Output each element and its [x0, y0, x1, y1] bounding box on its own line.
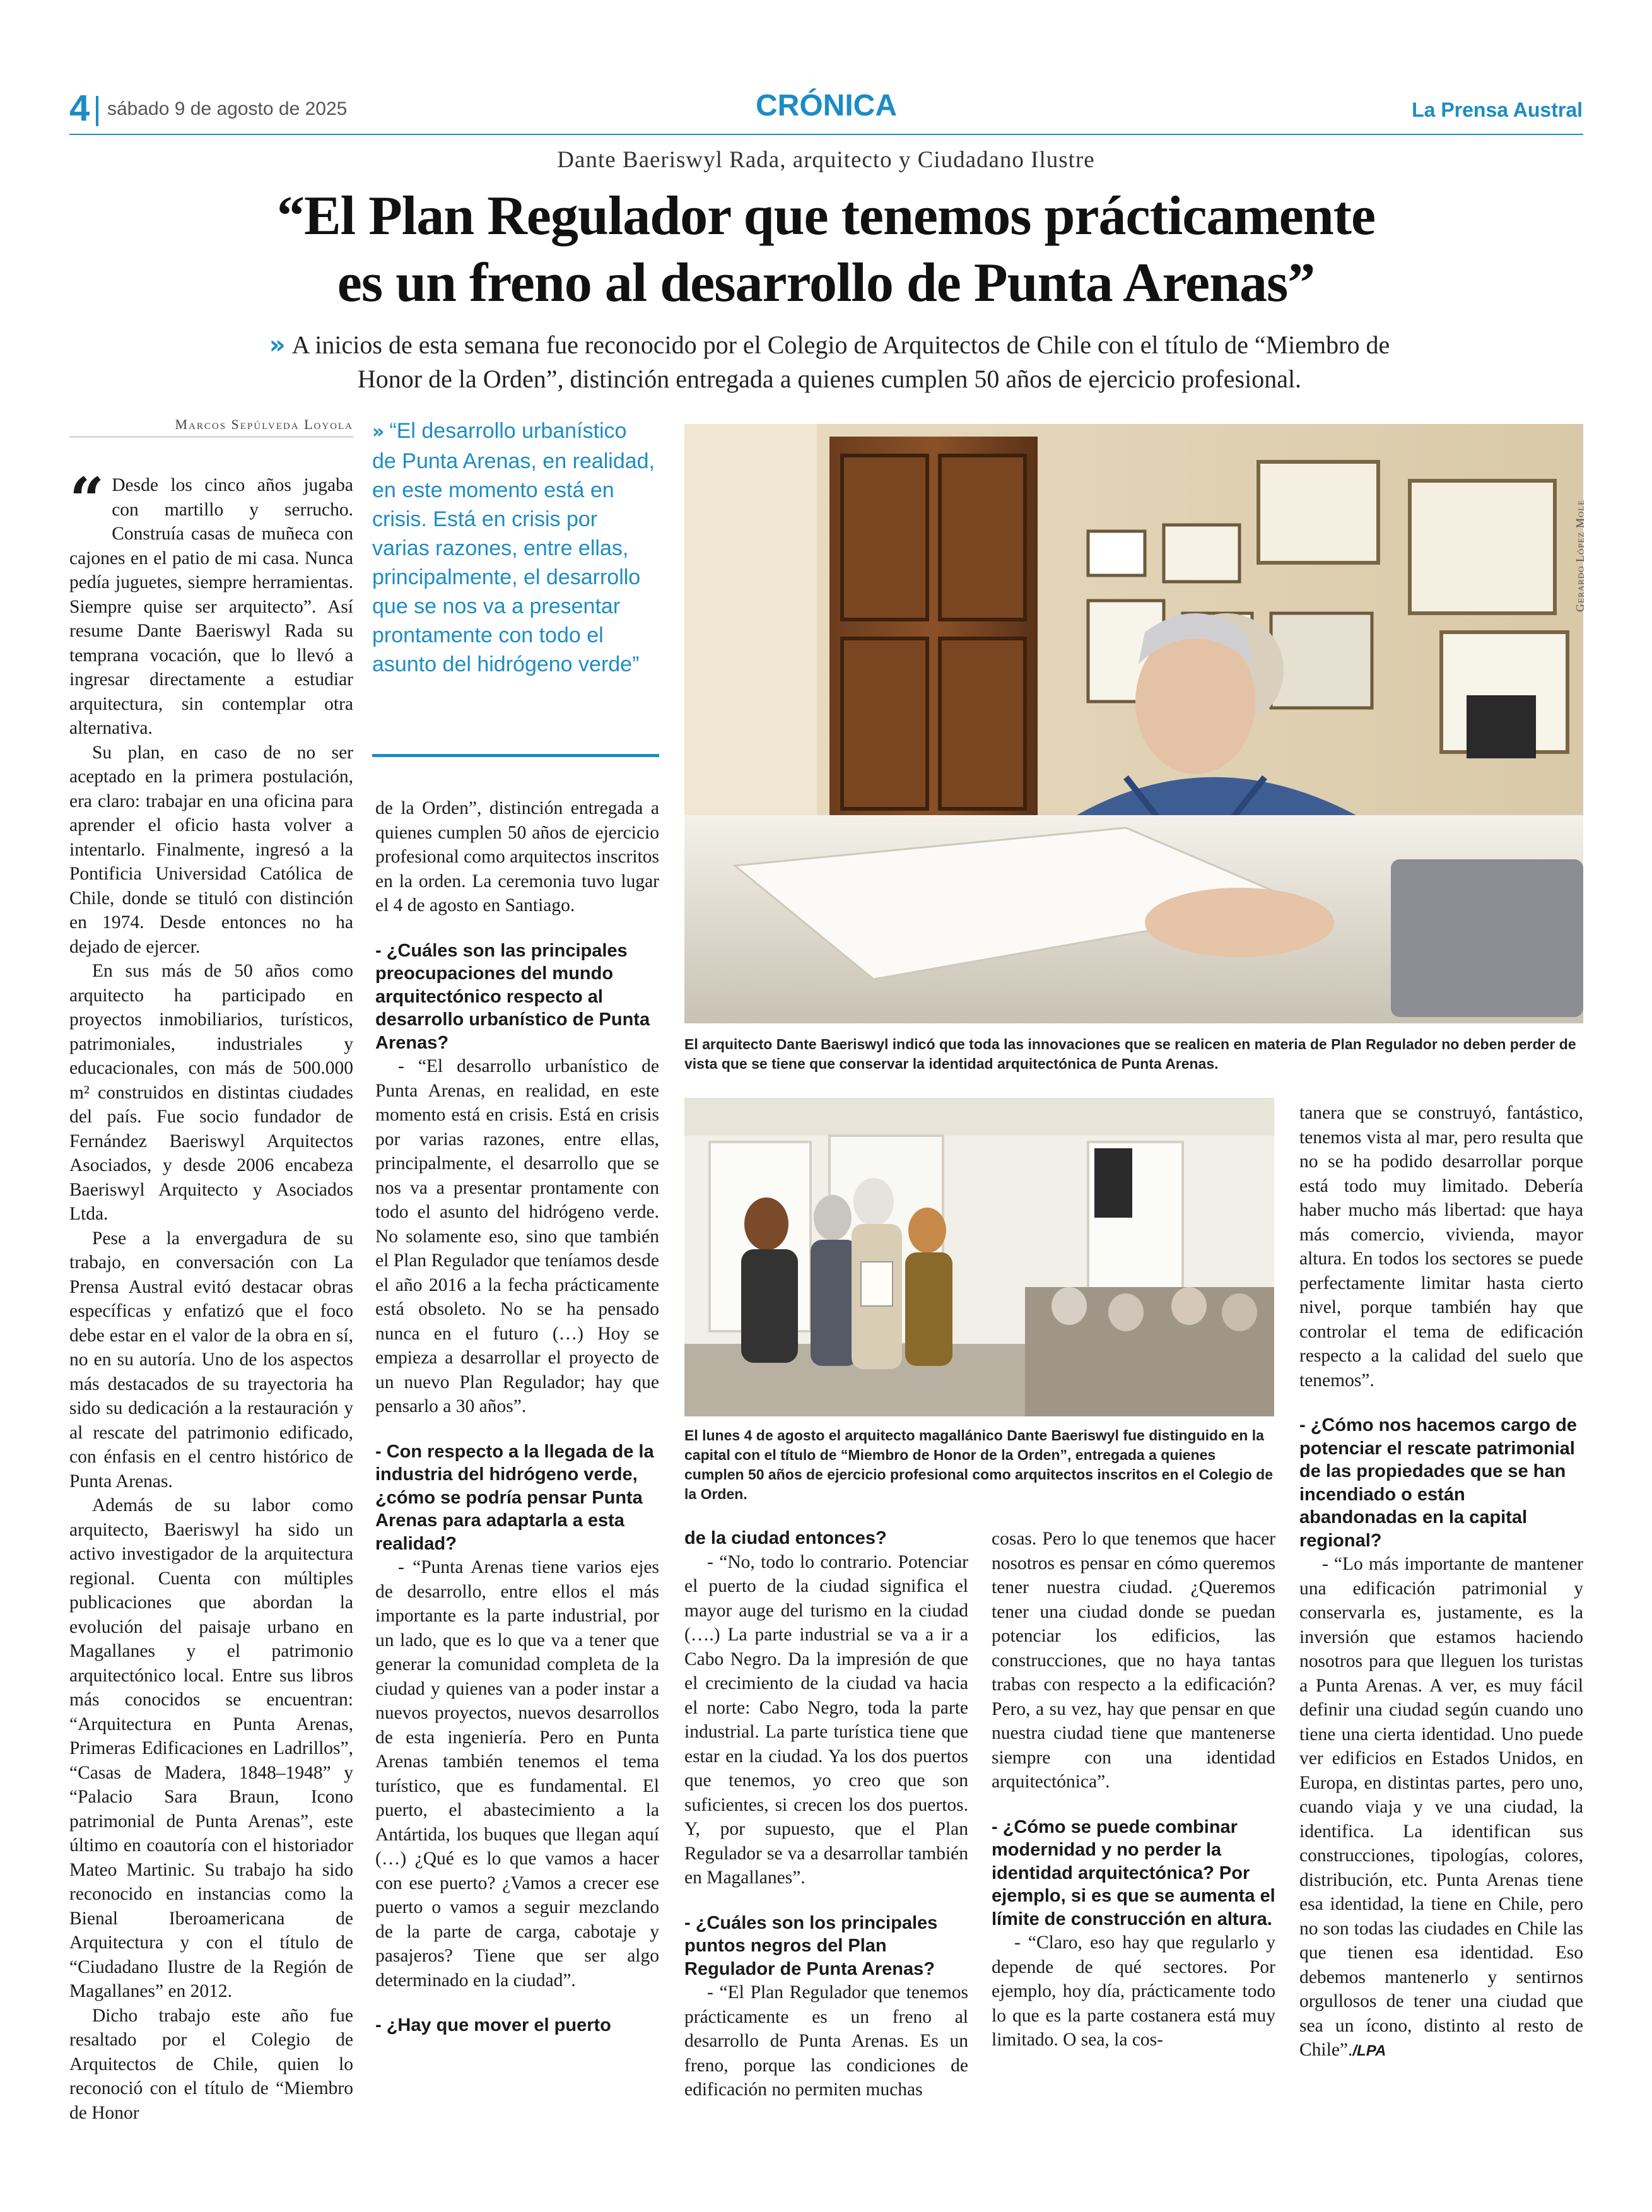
paragraph: Desde los cinco años jugaba con martillo y serrucho. Construía casas de muñeca con cajones en el patio de mi casa. Nunca pedía juguetes, siempre herramientas. Siempre quise ser arquitecto”. Así resume Dante Baeriswyl Rada su temprana vocación, que lo llevó a ingresar directamente a estudiar arquitectura, sin contemplar otra alternativa.	[69, 475, 353, 738]
interview-answer: tanera que se construyó, fantástico, tenemos vista al mar, pero resulta que no se ha podido desarrollar porque está todo muy limitado. Debería haber mucho más libertad: que haya más comercio, vivienda, mayor altura. En todos los sectores se puede perfectamente limitar hasta cierto nivel, porque también hay que controlar el tema de edificación respecto a la calidad del suelo que tenemos”.	[1299, 1103, 1583, 1391]
header-rule	[69, 134, 1583, 135]
article-column-1	[69, 464, 353, 2125]
signature: /LPA	[1352, 2042, 1386, 2059]
interview-question: - ¿Cómo se puede combinar modernidad y no perder la identidad arquitectónica? Por ejemplo, si es que se aumenta el límite de construcción en altura.	[992, 1816, 1275, 1929]
interview-question: - Con respecto a la llegada de la industria del hidrógeno verde, ¿cómo se podría pensar Punta Arenas para adaptarla a esta realidad?	[375, 1441, 654, 1554]
pull-quote-rule	[372, 754, 659, 757]
pull-quote	[372, 416, 656, 679]
paragraph: Pese a la envergadura de su trabajo, en conversación con La Prensa Austral evitó destacar obras específicas y enfatizó que el foco debe estar en el valor de la obra en sí, no en su autoría. Uno de los aspectos más destacados de su trayectoria ha sido su dedicación a la restauración y al rescate del patrimonio edificado, con énfasis en el centro histórico de Punta Arenas.	[69, 1228, 353, 1491]
headline-line-1: “El Plan Regulador que tenemos prácticamente	[276, 185, 1376, 247]
headline-line-2: es un freno al desarrollo de Punta Arenas”	[337, 252, 1315, 314]
interview-answer: - “El Plan Regulador que tenemos prácticamente es un freno al desarrollo de Punta Arenas. Es un freno, porque las condiciones de edificación no permiten muchas	[684, 1982, 968, 2100]
interview-answer: - “Lo más importante de mantener una edificación patrimonial y conservarla es, justamente, es la inversión que estamos haciendo nosotros para que lleguen los turistas a Punta Arenas. A ver, es muy fácil definir una ciudad según cuando uno tiene una cierta identidad. Uno puede ver edificios en Estados Unidos, en Europa, en distintas partes, pero uno, cuando viaja y ve una ciudad, la identifica. La identifican sus construcciones, tipologías, colores, distribución, etc. Punta Arenas tiene esa identidad, la tiene en Chile, pero no son todas las ciudades en Chile las que tienen esa identidad. Eso debemos mantenerlo y sentirnos orgullosos de tener una ciudad que sea un ícono, distinto al resto de Chile”.	[1299, 1554, 1583, 2060]
article-column-2	[375, 796, 659, 2037]
section-title: CRÓNICA	[756, 89, 897, 122]
paragraph: Además de su labor como arquitecto, Baeriswyl ha sido un activo investigador de la arquitectura regional. Cuenta con múltiples publicaciones que abordan la evolución del paisaje urbano en Magallanes y el patrimonio arquitectónico local. Entre sus libros más conocidos se encuentran: “Arquitectura en Punta Arenas, Primeras Edificaciones en Ladrillos”, “Casas de Madera, 1848–1948” y “Palacio Sara Braun, Icono patrimonial de Punta Arenas”, este último en coautoría con el historiador Mateo Martinic. Su trabajo ha sido reconocido en instancias como la Bienal Iberoamericana de Arquitectura y con el título de “Ciudadano Ilustre de la Región de Magallanes” en 2012.	[69, 1495, 353, 2001]
chevron-right-icon: »	[372, 421, 385, 443]
interview-question: - ¿Hay que mover el puerto	[375, 2015, 611, 2035]
deck	[240, 328, 1419, 396]
article-column-4	[992, 1527, 1275, 2052]
interview-question: - ¿Cuáles son las principales preocupaciones del mundo arquitectónico respecto al desarrollo urbanístico de Punta Arenas?	[375, 940, 650, 1053]
paragraph: Su plan, en caso de no ser aceptado en la primera postulación, era claro: trabajar en una oficina para aprender el oficio hasta volver a intentarlo. Finalmente, ingresó a la Pontificia Universidad Católica de Chile, donde se tituló con distinción en 1974. Desde entonces no ha dejado de ejercer.	[69, 742, 353, 957]
photo-architect-at-desk	[684, 424, 1583, 1023]
kicker: Dante Baeriswyl Rada, arquitecto y Ciudadano Ilustre	[557, 147, 1095, 173]
photo-illustration	[684, 424, 1583, 1023]
paragraph: En sus más de 50 años como arquitecto ha participado en proyectos inmobiliarios, turísticos, patrimoniales, industriales y educacionales, con más de 500.000 m² construidos en distintas ciudades del país. Fue socio fundador de Fernández Baeriswyl Arquitectos Asociados, y desde 2006 encabeza Baeriswyl Arquitecto y Asociados Ltda.	[69, 961, 353, 1224]
article-column-5	[1299, 1101, 1583, 2064]
interview-question: de la ciudad entonces?	[684, 1528, 887, 1548]
interview-answer: - “Claro, eso hay que regularlo y depende de qué sectores. Por ejemplo, hoy día, prácticamente todo lo que es la parte costanera está muy limitado. O sea, la cos-	[992, 1933, 1275, 2050]
interview-question: - ¿Cómo nos hacemos cargo de potenciar el rescate patrimonial de las propiedades que se han incendiado o están abandonadas en la capital regional?	[1299, 1415, 1577, 1551]
interview-answer: - “El desarrollo urbanístico de Punta Arenas, en realidad, en este momento está en crisis. Está en crisis por varias razones, entre ellas, principalmente, el desarrollo que se nos va a presentar prontamente con todo el asunto del hidrógeno verde. No solamente eso, sino que también el Plan Regulador que teníamos desde el año 2016 a la fecha prácticamente está obsoleto. No se ha pensado nunca en el futuro (…) Hoy se empieza a desarrollar el proyecto de un nuevo Plan Regulador; hay que pensarlo a 30 años”.	[375, 1056, 659, 1416]
interview-question: - ¿Cuáles son los principales puntos negros del Plan Regulador de Punta Arenas?	[684, 1912, 938, 1979]
issue-date: sábado 9 de agosto de 2025	[107, 98, 348, 119]
page-number: 4	[69, 88, 90, 129]
photo-illustration	[684, 1098, 1274, 1416]
deck-text: A inicios de esta semana fue reconocido por el Colegio de Arquitectos de Chile con el título de “Miembro de Honor de la Orden”, distinción entregada a quienes cumplen 50 años de ejercicio profesional.	[291, 331, 1390, 393]
interview-answer: - “Punta Arenas tiene varios ejes de desarrollo, entre ellos el más importante es la parte industrial, por un lado, que es lo que va a tener que generar la comunidad completa de la ciudad y quienes van a poder instar a nuevos proyectos, nuevos desarrollos de esta ingeniería. Pero en Punta Arenas también tenemos el tema turístico, que es fundamental. El puerto, el abastecimiento a la Antártida, los buques que llegan aquí (…) ¿Qué es lo que vamos a hacer con ese puerto? ¿Vamos a crecer ese puerto o vamos a seguir mezclando de la parte de carga, cabotaje y pasajeros? Tiene que ser algo determinado en la ciudad”.	[375, 1557, 659, 1991]
headline	[126, 183, 1526, 317]
interview-answer: cosas. Pero lo que tenemos que hacer nosotros es pensar en cómo queremos tener nuestra ciudad. ¿Queremos tener una ciudad donde se puedan potenciar los edificios, las construcciones, que no haya tantas trabas con respecto a la edificación? Pero, a su vez, hay que pensar en que nuestra ciudad tiene que mantenerse siempre con una identidad arquitectónica”.	[992, 1529, 1275, 1792]
photo-caption: El arquitecto Dante Baeriswyl indicó que toda las innovaciones que se realicen en materia de Plan Regulador no deben perder de vista que se tiene que conservar la identidad arquitectónica de Punta Arenas.	[684, 1036, 1576, 1072]
byline: Marcos Sepúlveda Loyola	[69, 416, 353, 437]
header-divider	[96, 96, 98, 126]
paragraph: de la Orden”, distinción entregada a quienes cumplen 50 años de ejercicio profesional como arquitectos inscritos en la orden. La ceremonia tuvo lugar el 4 de agosto en Santiago.	[375, 798, 659, 915]
pull-quote-text: “El desarrollo urbanístico de Punta Arenas, en realidad, en este momento está en crisis. Está en crisis por varias razones, entre ellas, principalmente, el desarrollo que se nos va a presentar prontamente con todo el asunto del hidrógeno verde”	[372, 419, 655, 676]
chevron-right-icon: »	[269, 331, 286, 360]
photo-caption: El lunes 4 de agosto el arquitecto magallánico Dante Baeriswyl fue distinguido en la capital con el título de “Miembro de Honor de la Orden”, entregada a quienes cumplen 50 años de ejercicio profesional como arquitectos inscritos en el Colegio de la Orden.	[684, 1427, 1274, 1502]
quote-mark-icon: “	[69, 464, 105, 536]
article-column-3	[684, 1527, 968, 2102]
photo-award-ceremony	[684, 1098, 1274, 1416]
photo-credit: Gerardo López Mole	[1574, 499, 1586, 612]
interview-answer: - “No, todo lo contrario. Potenciar el puerto de la ciudad significa el mayor auge del turismo en la ciudad (….) La parte industrial se va a ir a Cabo Negro. Da la impresión de que el crecimiento de la ciudad va hacia el norte: Cabo Negro, toda la parte industrial. La parte turística tiene que estar en la ciudad. Ya los dos puertos que tenemos, yo creo que son suficientes, si crecen los dos puertos. Y, por supuesto, que el Plan Regulador se va a desarrollar también en Magallanes”.	[684, 1551, 968, 1888]
paragraph: Dicho trabajo este año fue resaltado por el Colegio de Arquitectos de Chile, quien lo reconoció con el título de “Miembro de Honor	[69, 2005, 353, 2123]
newspaper-name: La Prensa Austral	[1412, 98, 1583, 121]
